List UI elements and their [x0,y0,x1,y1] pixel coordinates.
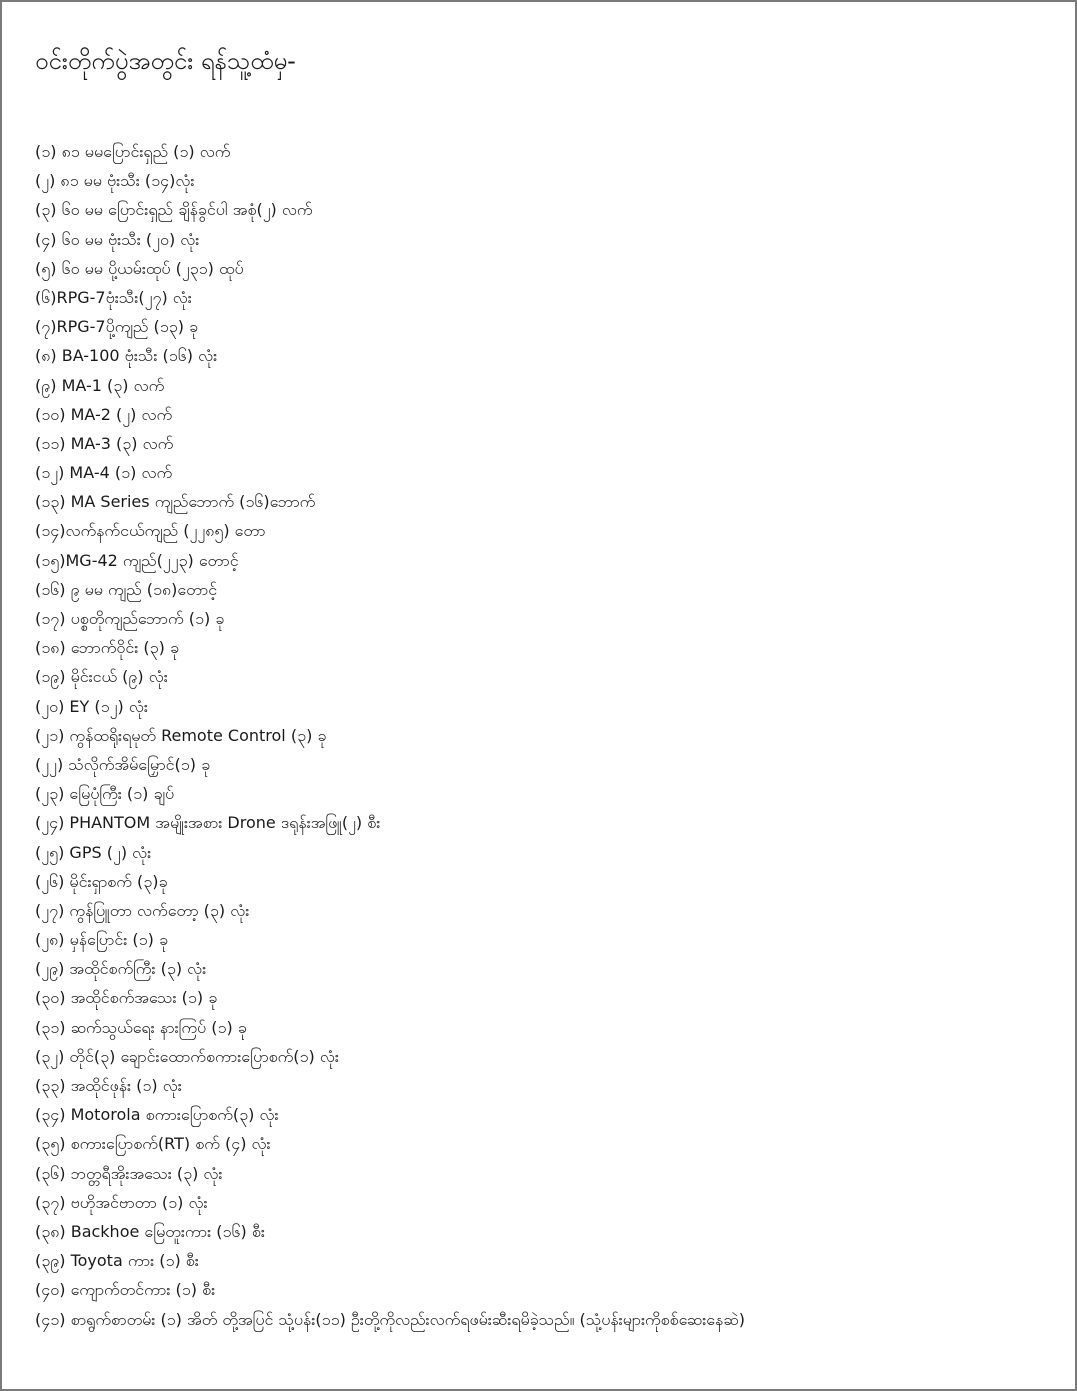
list-item: (၃) ၆၀ မမ ပြောင်းရှည် ချိန်ခွင်ပါ အစုံ(၂) လက် [35,200,313,220]
list-item: (၁၁) MA-3 (၃) လက် [35,433,174,453]
list-item: (၂၇) ကွန်ပြူတာ လက်တော့ (၃) လုံး [35,900,250,920]
captured-items-list [35,137,745,1334]
list-item: (၂၅) GPS (၂) လုံး [35,842,152,862]
list-item: (၃၇) ဗဟိုအင်ဗာတာ (၁) လုံး [35,1192,208,1212]
list-item: (၂၃) မြေပုံကြီး (၁) ချပ် [35,784,175,804]
list-item: (၁၆) ၉ မမ ကျည် (၁၈)တောင့် [35,579,218,599]
list-item: (၄၀) ကျောက်တင်ကား (၁) စီး [35,1280,216,1300]
list-item: (၃၅) စကားပြောစက်(RT) စက် (၄) လုံး [35,1134,271,1154]
list-item: (၄၁) စာရွက်စာတမ်း (၁) အိတ် တို့အပြင် သုံ့ပန်း(၁၁) ဦးတို့ကိုလည်းလက်ရဖမ်းဆီးရမိခဲ့သည်။ (သုံ့ပန်းများကိုစစ်ဆေးနေဆဲ) [35,1309,745,1329]
list-item: (၃၂) တိုင်(၃) ချောင်းထောက်စကားပြောစက်(၁) လုံး [35,1046,339,1066]
list-item: (၂၂) သံလိုက်အိမ်မြှောင်(၁) ခု [35,754,211,774]
list-item: (၃၄) Motorola စကားပြောစက်(၃) လုံး [35,1105,279,1125]
list-item: (၁၃) MA Series ကျည်ဘောက် (၁၆)ဘောက် [35,492,316,512]
document-title: ဝင်းတိုက်ပွဲအတွင်း ရန်သူ့ထံမှ- [35,47,296,75]
list-item: (၃၃) အထိုင်ဖုန်း (၁) လုံး [35,1076,182,1095]
list-item: (၁၅)MG-42 ကျည်(၂၂၃) တောင့် [35,550,239,570]
list-item: (၁၂) MA-4 (၁) လက် [35,463,173,483]
document-content [35,43,1045,1329]
list-item: (၁) ၈၁ မမပြောင်းရှည် (၁) လက် [35,142,231,161]
list-item: (၂၆) မိုင်းရှာစက် (၃)ခု [35,871,168,891]
list-item: (၂၀) EY (၁၂) လုံး [35,696,148,716]
list-item: (၁၀) MA-2 (၂) လက် [35,404,173,424]
list-item: (၂) ၈၁ မမ ဗုံးသီး (၁၄)လုံး [35,171,195,191]
list-item: (၂၈) မှန်ပြောင်း (၁) ခု [35,930,168,950]
list-item: (၁၄)လက်နက်ငယ်ကျည် (၂၂၈၅) တော [35,521,266,541]
list-item: (၃၉) Toyota ကား (၁) စီး [35,1251,199,1271]
list-item: (၁၉) မိုင်းငယ် (၉) လုံး [35,667,168,687]
list-item: (၃၈) Backhoe မြေတူးကား (၁၆) စီး [35,1221,265,1241]
list-item: (၁၇) ပစ္စတိုကျည်ဘောက် (၁) ခု [35,609,225,628]
list-item: (၆)RPG-7ဗုံးသီး(၂၇) လုံး [35,287,192,307]
list-item: (၇)RPG-7ပို့ကျည် (၁၃) ခု [35,317,199,337]
list-item: (၃၆) ဘတ္တရီအိုးအသေး (၃) လုံး [35,1163,223,1183]
list-item: (၄) ၆၀ မမ ဗုံးသီး (၂၀) လုံး [35,229,200,249]
list-item: (၈) BA-100 ဗုံးသီး (၁၆) လုံး [35,346,218,366]
list-item: (၂၉) အထိုင်စက်ကြီး (၃) လုံး [35,959,207,979]
list-item: (၂၁) ကွန်ထရိုးရမုတ် Remote Control (၃) ခု [35,725,327,745]
list-item: (၅) ၆၀ မမ ပို့ယမ်းထုပ် (၂၃၁) ထုပ် [35,258,244,278]
list-item: (၉) MA-1 (၃) လက် [35,375,165,395]
list-item: (၂၄) PHANTOM အမျိုးအစား Drone ဒရုန်းအဖြူ(၂) စီး [35,813,381,833]
list-item: (၃၁) ဆက်သွယ်ရေး နားကြပ် (၁) ခု [35,1017,247,1037]
list-item: (၁၈) ဘောက်ဝိုင်း (၃) ခု [35,638,179,658]
list-item: (၃၀) အထိုင်စက်အသေး (၁) ခု [35,988,218,1008]
